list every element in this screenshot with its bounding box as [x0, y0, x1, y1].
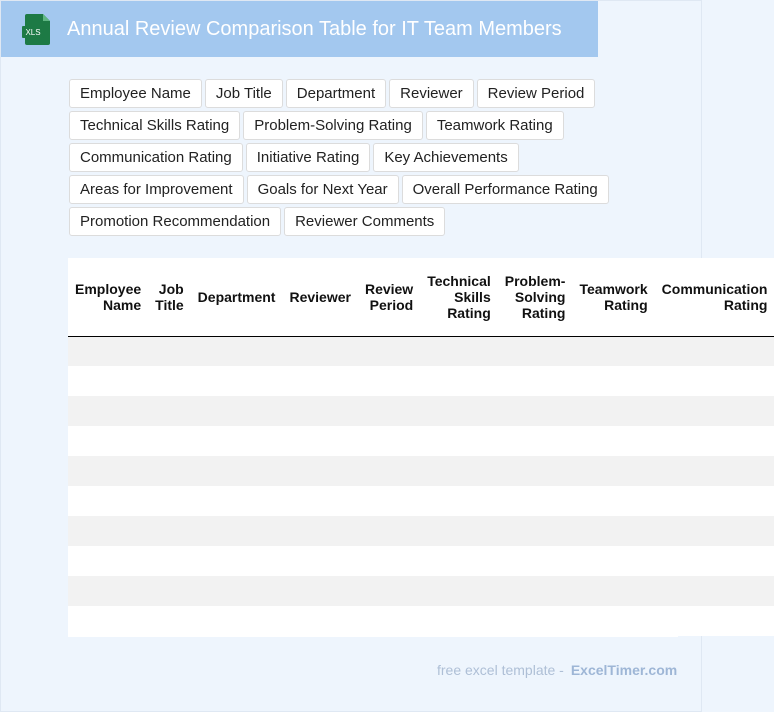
table-row [68, 516, 774, 546]
table-cell[interactable] [68, 396, 148, 426]
column-tag[interactable]: Key Achievements [373, 143, 518, 172]
table-row [68, 546, 774, 576]
table-cell[interactable] [420, 546, 498, 576]
column-header [191, 258, 283, 336]
table-cell[interactable] [68, 426, 148, 456]
table-row [68, 606, 774, 636]
table-cell[interactable] [498, 546, 573, 576]
table-cell[interactable] [282, 456, 357, 486]
table-cell[interactable] [498, 336, 573, 366]
table-cell[interactable] [655, 516, 774, 546]
table-cell[interactable] [655, 606, 774, 636]
table-cell[interactable] [68, 486, 148, 516]
column-header-text: Solving [514, 288, 566, 305]
column-header [420, 258, 498, 336]
table-cell[interactable] [358, 366, 420, 396]
table-cell[interactable] [358, 516, 420, 546]
column-header-text: Skills [454, 288, 491, 305]
footer-brand-link[interactable]: ExcelTimer.com [570, 662, 678, 678]
table-cell[interactable] [655, 546, 774, 576]
column-tag[interactable]: Technical Skills Rating [69, 111, 240, 140]
table-row [68, 426, 774, 456]
table-cell[interactable] [498, 516, 573, 546]
column-tag-list [69, 79, 699, 239]
table-cell[interactable] [148, 516, 191, 546]
table-cell[interactable] [148, 546, 191, 576]
column-header-text: Rating [521, 304, 566, 321]
table-cell[interactable] [572, 606, 654, 636]
column-header [572, 258, 654, 336]
column-header-text: Department [197, 288, 276, 305]
column-header-text: Name [103, 296, 142, 313]
table-body [68, 336, 774, 636]
table-cell[interactable] [358, 396, 420, 426]
column-header [358, 258, 420, 336]
table-row [68, 336, 774, 366]
table-cell[interactable] [148, 606, 191, 636]
table-cell[interactable] [498, 606, 573, 636]
column-header [148, 258, 191, 336]
column-tag[interactable]: Employee Name [69, 79, 202, 108]
table-cell[interactable] [420, 426, 498, 456]
table-cell[interactable] [358, 606, 420, 636]
footer-text: free excel template - [437, 662, 564, 678]
column-header-text: Reviewer [289, 288, 351, 305]
table-cell[interactable] [68, 516, 148, 546]
table-cell[interactable] [420, 516, 498, 546]
table-row [68, 456, 774, 486]
table-cell[interactable] [148, 486, 191, 516]
table-cell[interactable] [498, 366, 573, 396]
table-row [68, 366, 774, 396]
column-tag[interactable]: Problem-Solving Rating [243, 111, 423, 140]
table-cell[interactable] [655, 576, 774, 606]
table-cell[interactable] [148, 366, 191, 396]
table-cell[interactable] [420, 366, 498, 396]
column-header-text: Problem- [504, 272, 566, 289]
column-header [68, 258, 148, 336]
column-header [655, 258, 774, 336]
xls-icon-label: XLS [25, 28, 41, 37]
table-cell[interactable] [68, 336, 148, 366]
table-cell[interactable] [498, 456, 573, 486]
table-cell[interactable] [358, 546, 420, 576]
table-cell[interactable] [655, 336, 774, 366]
table-cell[interactable] [498, 426, 573, 456]
table-cell[interactable] [282, 546, 357, 576]
table-row [68, 576, 774, 606]
table-cell[interactable] [498, 486, 573, 516]
table-cell[interactable] [148, 426, 191, 456]
table-cell[interactable] [191, 426, 283, 456]
table-cell[interactable] [358, 336, 420, 366]
column-tag[interactable]: Review Period [477, 79, 596, 108]
table-cell[interactable] [572, 336, 654, 366]
column-header [282, 258, 357, 336]
column-tag[interactable]: Areas for Improvement [69, 175, 244, 204]
table-cell[interactable] [68, 606, 148, 636]
title-banner [1, 1, 598, 57]
table-cell[interactable] [420, 606, 498, 636]
column-tag[interactable]: Goals for Next Year [247, 175, 399, 204]
table-cell[interactable] [191, 546, 283, 576]
table-cell[interactable] [282, 606, 357, 636]
table-cell[interactable] [191, 516, 283, 546]
table-row [68, 486, 774, 516]
column-header-text: Technical [427, 272, 491, 289]
table-cell[interactable] [498, 576, 573, 606]
table-cell[interactable] [191, 396, 283, 426]
table-cell[interactable] [572, 426, 654, 456]
table-cell[interactable] [572, 456, 654, 486]
page-title: Annual Review Comparison Table for IT Team Members [67, 18, 562, 40]
column-header-text: Rating [447, 304, 491, 321]
table-cell[interactable] [358, 576, 420, 606]
table-cell[interactable] [572, 366, 654, 396]
table-cell[interactable] [68, 456, 148, 486]
table-cell[interactable] [191, 486, 283, 516]
table-cell[interactable] [420, 456, 498, 486]
table-cell[interactable] [282, 516, 357, 546]
table-cell[interactable] [282, 426, 357, 456]
table-cell[interactable] [655, 366, 774, 396]
table-cell[interactable] [191, 456, 283, 486]
table-cell[interactable] [420, 576, 498, 606]
table-cell[interactable] [191, 606, 283, 636]
column-tag[interactable]: Job Title [205, 79, 283, 108]
table-cell[interactable] [572, 576, 654, 606]
column-tag[interactable]: Communication Rating [69, 143, 243, 172]
table-cell[interactable] [148, 576, 191, 606]
table-cell[interactable] [282, 486, 357, 516]
table-row [68, 396, 774, 426]
table-cell[interactable] [148, 456, 191, 486]
table-cell[interactable] [358, 486, 420, 516]
column-header-text: Job [158, 280, 184, 297]
table-cell[interactable] [498, 396, 573, 426]
column-header-text: Rating [723, 296, 768, 313]
column-header-text: Communication [661, 280, 768, 297]
table-cell[interactable] [148, 336, 191, 366]
column-header-text: Rating [604, 296, 648, 313]
table-cell[interactable] [148, 396, 191, 426]
table-cell[interactable] [282, 366, 357, 396]
table-cell[interactable] [655, 456, 774, 486]
column-tag[interactable]: Teamwork Rating [426, 111, 564, 140]
table-cell[interactable] [282, 576, 357, 606]
column-tag[interactable]: Initiative Rating [246, 143, 371, 172]
table-cell[interactable] [191, 336, 283, 366]
table-cell[interactable] [191, 366, 283, 396]
table-header-row [68, 258, 774, 336]
column-header-text: Title [155, 296, 184, 313]
table-cell[interactable] [191, 576, 283, 606]
table-cell[interactable] [572, 546, 654, 576]
column-header-text: Period [369, 296, 414, 313]
table-cell[interactable] [420, 336, 498, 366]
table-cell[interactable] [655, 426, 774, 456]
column-tag[interactable]: Reviewer Comments [284, 207, 445, 236]
xls-file-icon [22, 14, 50, 45]
table-cell[interactable] [572, 396, 654, 426]
comparison-table-container[interactable] [68, 258, 768, 637]
table-cell[interactable] [68, 366, 148, 396]
column-header-text: Teamwork [579, 280, 648, 297]
table-cell[interactable] [420, 486, 498, 516]
column-tag[interactable]: Reviewer [389, 79, 474, 108]
column-tag[interactable]: Department [286, 79, 386, 108]
table-cell[interactable] [282, 396, 357, 426]
comparison-table [68, 258, 774, 636]
table-cell[interactable] [282, 336, 357, 366]
table-cell[interactable] [358, 426, 420, 456]
column-header-text: Employee [75, 280, 142, 297]
table-cell[interactable] [655, 396, 774, 426]
table-cell[interactable] [68, 546, 148, 576]
column-header-text: Review [364, 280, 414, 297]
column-tag[interactable]: Promotion Recommendation [69, 207, 281, 236]
column-tag[interactable]: Overall Performance Rating [402, 175, 609, 204]
column-header [498, 258, 573, 336]
table-cell[interactable] [68, 576, 148, 606]
table-cell[interactable] [572, 486, 654, 516]
table-cell[interactable] [655, 486, 774, 516]
table-cell[interactable] [358, 456, 420, 486]
table-cell[interactable] [572, 516, 654, 546]
table-cell[interactable] [420, 396, 498, 426]
footer [437, 662, 677, 678]
